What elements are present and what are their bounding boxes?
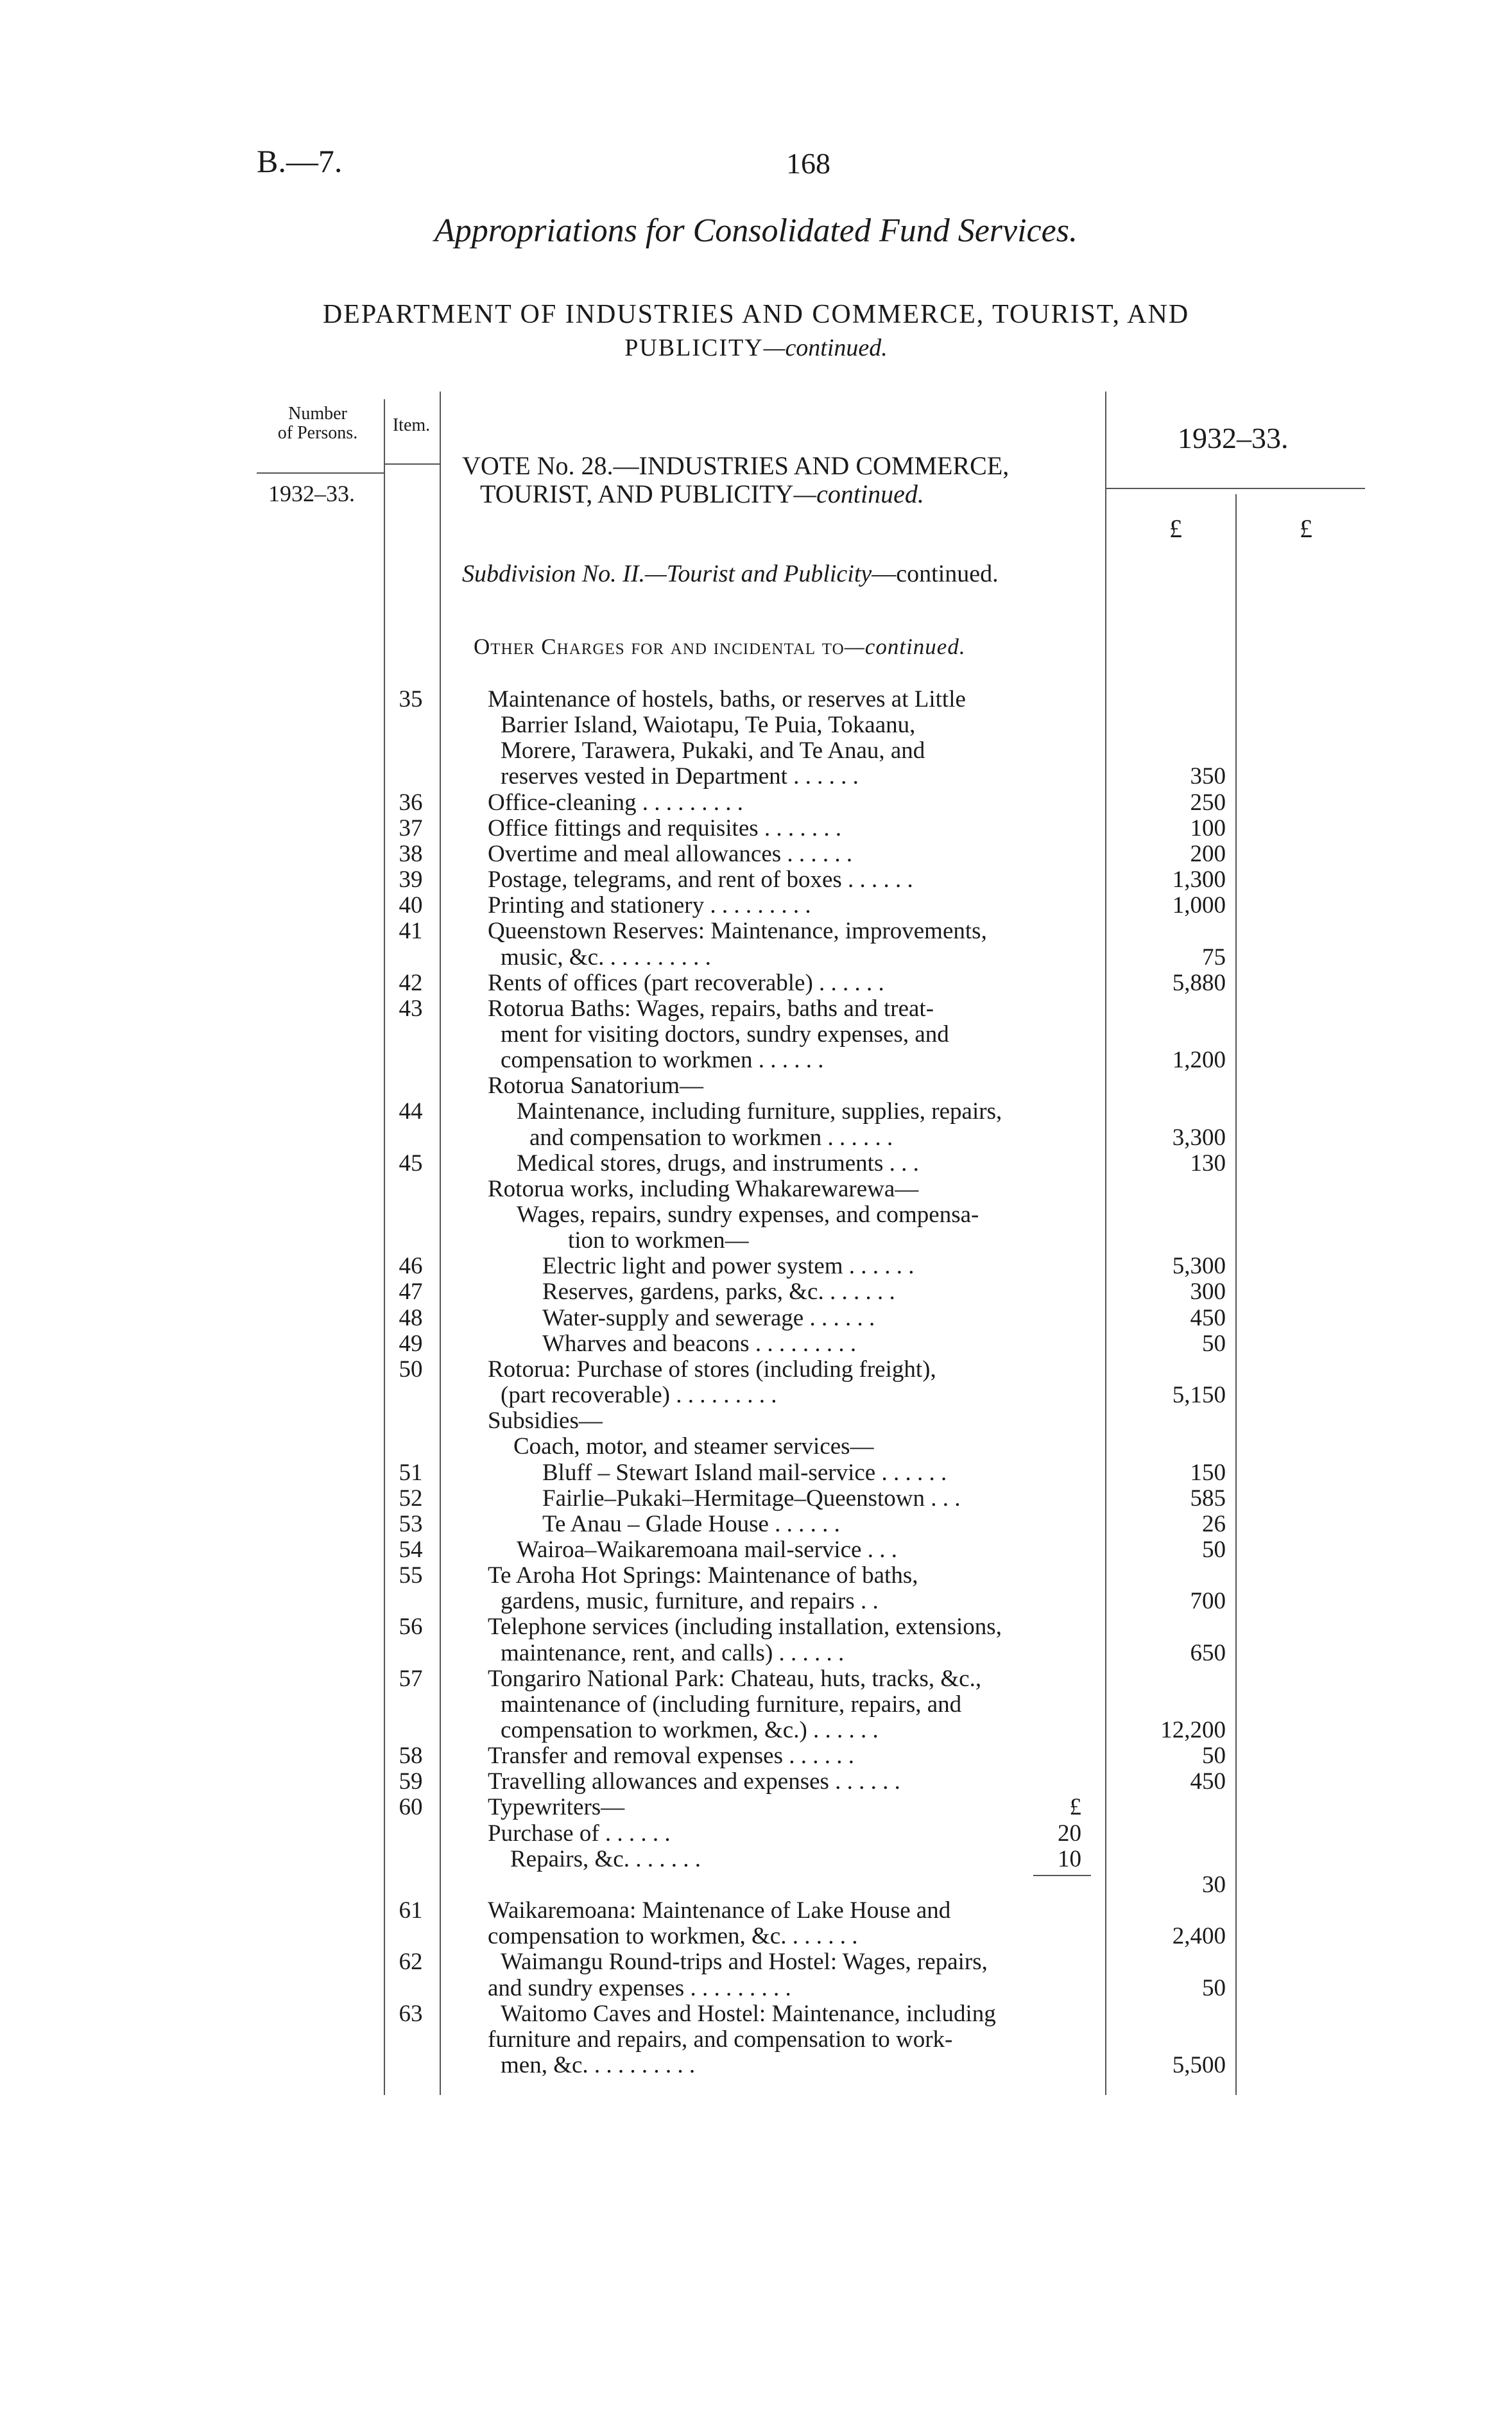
item-description: Transfer and removal expenses . . . . . . xyxy=(488,1743,854,1770)
table-row xyxy=(0,1357,1512,1383)
item-amount: 585 xyxy=(1190,1485,1226,1512)
item-description: Te Anau – Glade House . . . . . . xyxy=(542,1510,840,1537)
item-description: Waikaremoana: Maintenance of Lake House and xyxy=(488,1897,951,1924)
item-amount: 1,300 xyxy=(1172,867,1226,893)
item-description: Te Aroha Hot Springs: Maintenance of baths, xyxy=(488,1562,918,1589)
item-description: Morere, Tarawera, Pukaki, and Te Anau, and xyxy=(501,737,925,764)
other-charges-suffix: —continued. xyxy=(844,634,966,659)
table-row xyxy=(0,816,1512,841)
department-heading-suffix: —continued. xyxy=(763,334,888,361)
amount-year-header: 1932–33. xyxy=(1178,422,1289,454)
item-number: 61 xyxy=(399,1897,423,1924)
table-row xyxy=(0,1537,1512,1563)
item-number: 57 xyxy=(399,1665,423,1692)
table-row xyxy=(0,1279,1512,1305)
item-amount: 150 xyxy=(1190,1459,1226,1486)
item-description: Office fittings and requisites . . . . . . . xyxy=(488,815,842,841)
table-row xyxy=(0,1718,1512,1743)
item-number: 52 xyxy=(399,1485,423,1512)
item-description: Office-cleaning . . . . . . . . . xyxy=(488,789,743,816)
persons-column-header xyxy=(257,404,379,443)
page-title: Appropriations for Consolidated Fund Services. xyxy=(434,212,1078,249)
item-description: Waitomo Caves and Hostel: Maintenance, including xyxy=(501,2000,996,2027)
item-amount: 5,150 xyxy=(1172,1382,1226,1409)
item-amount: 200 xyxy=(1190,840,1226,867)
item-description: Telephone services (including installation, extensions, xyxy=(488,1614,1002,1641)
table-row xyxy=(0,1872,1512,1898)
table-row xyxy=(0,918,1512,944)
item-description: gardens, music, furniture, and repairs . . xyxy=(501,1588,879,1615)
item-amount: 5,880 xyxy=(1172,969,1226,996)
item-number: 46 xyxy=(399,1253,423,1280)
item-description: Rotorua works, including Whakarewarewa— xyxy=(488,1175,919,1202)
item-number: 53 xyxy=(399,1510,423,1537)
department-heading-main: PUBLICITY xyxy=(624,334,764,361)
persons-header-rule xyxy=(257,472,384,474)
persons-year-header: 1932–33. xyxy=(268,481,355,506)
item-description: and compensation to workmen . . . . . . xyxy=(529,1124,893,1151)
item-amount: 3,300 xyxy=(1172,1124,1226,1151)
item-number: 35 xyxy=(399,686,423,712)
item-description: Purchase of . . . . . . xyxy=(488,1820,671,1847)
item-description: Wairoa–Waikaremoana mail-service . . . xyxy=(517,1536,897,1563)
table-row xyxy=(0,1512,1512,1537)
item-number: 44 xyxy=(399,1098,423,1125)
page-number: 168 xyxy=(786,147,830,180)
persons-header-line1: Number xyxy=(288,404,347,424)
item-amount: 450 xyxy=(1190,1768,1226,1795)
table-row xyxy=(0,790,1512,816)
table-row xyxy=(0,1976,1512,2001)
table-row xyxy=(0,1202,1512,1228)
table-row xyxy=(0,1048,1512,1073)
item-number: 37 xyxy=(399,815,423,841)
item-description: compensation to workmen, &c. . . . . . . xyxy=(488,1923,858,1950)
item-number: 36 xyxy=(399,789,423,816)
table-row xyxy=(0,1408,1512,1434)
department-heading-line2 xyxy=(0,334,1512,362)
item-description: Maintenance, including furniture, supplies, repairs, xyxy=(517,1098,1002,1125)
department-heading-line1: DEPARTMENT OF INDUSTRIES AND COMMERCE, TOURIST, AND xyxy=(322,300,1190,329)
table-row xyxy=(0,2001,1512,2027)
item-amount: 700 xyxy=(1190,1588,1226,1615)
table-row xyxy=(0,1125,1512,1151)
item-description: Rotorua Sanatorium— xyxy=(488,1073,704,1100)
table-row xyxy=(0,1898,1512,1924)
item-number: 55 xyxy=(399,1562,423,1589)
other-charges-heading xyxy=(474,634,966,660)
item-header-rule xyxy=(384,463,440,465)
table-row xyxy=(0,1769,1512,1795)
amount-header-rule xyxy=(1105,488,1365,489)
item-description: Fairlie–Pukaki–Hermitage–Queenstown . . . xyxy=(542,1485,961,1512)
vote-heading-suffix: —continued. xyxy=(793,479,924,508)
item-description: Bluff – Stewart Island mail-service . . . . . . xyxy=(542,1459,947,1486)
table-row xyxy=(0,1641,1512,1666)
item-amount: 100 xyxy=(1190,815,1226,841)
item-description: music, &c. . . . . . . . . . xyxy=(501,944,711,970)
item-amount: 300 xyxy=(1190,1279,1226,1306)
item-amount: 250 xyxy=(1190,789,1226,816)
item-description: Waimangu Round-trips and Hostel: Wages, repairs, xyxy=(501,1949,988,1976)
item-amount: 30 xyxy=(1202,1871,1226,1898)
item-number: 49 xyxy=(399,1330,423,1357)
table-row xyxy=(0,1924,1512,1949)
item-description: Tongariro National Park: Chateau, huts, tracks, &c., xyxy=(488,1665,982,1692)
item-amount: 450 xyxy=(1190,1304,1226,1331)
subtotal-rule xyxy=(1033,1875,1091,1876)
other-charges-title: Other Charges for and incidental to xyxy=(474,634,845,659)
item-number: 47 xyxy=(399,1279,423,1306)
item-description: Repairs, &c. . . . . . . xyxy=(510,1845,701,1872)
item-description: Travelling allowances and expenses . . . . . . xyxy=(488,1768,900,1795)
table-row xyxy=(0,1073,1512,1099)
vote-heading xyxy=(462,452,1009,508)
table-row xyxy=(0,1692,1512,1718)
item-amount: 26 xyxy=(1202,1510,1226,1537)
item-amount: 2,400 xyxy=(1172,1923,1226,1950)
table-row xyxy=(0,1486,1512,1512)
vote-heading-line1: VOTE No. 28.—INDUSTRIES AND COMMERCE, xyxy=(462,451,1009,480)
table-row xyxy=(0,1383,1512,1408)
item-description: tion to workmen— xyxy=(568,1227,749,1254)
item-number: 41 xyxy=(399,918,423,945)
table-row xyxy=(0,738,1512,764)
item-amount: 50 xyxy=(1202,1330,1226,1357)
item-description: compensation to workmen . . . . . . xyxy=(501,1047,824,1074)
item-description: reserves vested in Department . . . . . . xyxy=(501,763,859,790)
item-description: Postage, telegrams, and rent of boxes . . . . . . xyxy=(488,867,913,893)
table-row xyxy=(0,2027,1512,2053)
item-description: Barrier Island, Waiotapu, Te Puia, Tokaanu, xyxy=(501,712,916,739)
vote-heading-line2 xyxy=(462,480,1009,508)
table-row xyxy=(0,1151,1512,1177)
sub-amount: 20 xyxy=(1058,1820,1081,1847)
table-row xyxy=(0,1228,1512,1254)
item-number: 54 xyxy=(399,1536,423,1563)
item-number: 48 xyxy=(399,1304,423,1331)
item-description: (part recoverable) . . . . . . . . . xyxy=(501,1382,777,1409)
item-number: 42 xyxy=(399,969,423,996)
document-reference: B.—7. xyxy=(257,143,343,179)
persons-header-line2: of Persons. xyxy=(277,423,358,443)
sub-amount: 10 xyxy=(1058,1845,1081,1872)
item-description: Wages, repairs, sundry expenses, and compensa- xyxy=(517,1202,979,1228)
subdivision-heading xyxy=(462,560,999,588)
item-description: Electric light and power system . . . . . . xyxy=(542,1253,915,1280)
item-description: Subsidies— xyxy=(488,1408,603,1435)
item-description: Rotorua Baths: Wages, repairs, baths and treat- xyxy=(488,995,934,1022)
table-row xyxy=(0,1795,1512,1820)
table-row xyxy=(0,1821,1512,1847)
item-amount: 1,000 xyxy=(1172,892,1226,919)
item-description: Wharves and beacons . . . . . . . . . xyxy=(542,1330,857,1357)
table-row xyxy=(0,1589,1512,1614)
item-description: ment for visiting doctors, sundry expenses, and xyxy=(501,1021,949,1048)
item-description: furniture and repairs, and compensation to work- xyxy=(488,2026,953,2053)
item-amount: 1,200 xyxy=(1172,1047,1226,1074)
item-description: Coach, motor, and steamer services— xyxy=(513,1433,874,1460)
item-amount: 75 xyxy=(1202,944,1226,970)
item-description: Printing and stationery . . . . . . . . . xyxy=(488,892,811,919)
item-column-header: Item. xyxy=(392,415,431,435)
table-row xyxy=(0,1177,1512,1202)
item-description: Reserves, gardens, parks, &c. . . . . . . xyxy=(542,1279,895,1306)
table-row xyxy=(0,712,1512,738)
item-description: Overtime and meal allowances . . . . . . xyxy=(488,840,853,867)
item-amount: 650 xyxy=(1190,1639,1226,1666)
item-amount: 50 xyxy=(1202,1743,1226,1770)
item-amount: 350 xyxy=(1190,763,1226,790)
table-row xyxy=(0,1563,1512,1589)
item-description: compensation to workmen, &c.) . . . . . . xyxy=(501,1717,879,1743)
item-description: Queenstown Reserves: Maintenance, improvements, xyxy=(488,918,987,945)
item-number: 62 xyxy=(399,1949,423,1976)
item-number: 63 xyxy=(399,2000,423,2027)
item-description: and sundry expenses . . . . . . . . . xyxy=(488,1974,791,2001)
pound-left-header: £ xyxy=(1169,514,1182,543)
item-description: Maintenance of hostels, baths, or reserves at Little xyxy=(488,686,966,712)
item-amount: 50 xyxy=(1202,1974,1226,2001)
item-description: Water-supply and sewerage . . . . . . xyxy=(542,1304,875,1331)
table-row xyxy=(0,1306,1512,1331)
pound-right-header: £ xyxy=(1300,514,1312,543)
vote-heading-main: TOURIST, AND PUBLICITY xyxy=(480,479,794,508)
table-row xyxy=(0,1949,1512,1975)
item-number: 39 xyxy=(399,867,423,893)
table-row xyxy=(0,1666,1512,1692)
table-row xyxy=(0,2053,1512,2078)
table-row xyxy=(0,1614,1512,1640)
item-number: 38 xyxy=(399,840,423,867)
table-row xyxy=(0,687,1512,712)
table-row xyxy=(0,867,1512,893)
table-row xyxy=(0,1847,1512,1872)
item-amount: 5,300 xyxy=(1172,1253,1226,1280)
item-number: 60 xyxy=(399,1794,423,1821)
item-amount: 130 xyxy=(1190,1150,1226,1177)
item-number: 43 xyxy=(399,995,423,1022)
table-row xyxy=(0,1099,1512,1125)
item-number: 51 xyxy=(399,1459,423,1486)
table-row xyxy=(0,970,1512,996)
table-row xyxy=(0,945,1512,970)
table-row xyxy=(0,841,1512,867)
item-number: 59 xyxy=(399,1768,423,1795)
table-row xyxy=(0,1331,1512,1357)
table-row xyxy=(0,893,1512,918)
item-amount: 5,500 xyxy=(1172,2051,1226,2078)
item-description: Typewriters— xyxy=(488,1794,625,1821)
table-row xyxy=(0,996,1512,1022)
item-amount: 12,200 xyxy=(1160,1717,1226,1743)
table-row xyxy=(0,764,1512,789)
table-row xyxy=(0,1254,1512,1279)
subdivision-title: Subdivision No. II.—Tourist and Publicity xyxy=(462,560,872,587)
item-number: 58 xyxy=(399,1743,423,1770)
item-description: men, &c. . . . . . . . . . xyxy=(501,2051,696,2078)
table-row xyxy=(0,1460,1512,1486)
item-amount: 50 xyxy=(1202,1536,1226,1563)
item-description: Medical stores, drugs, and instruments . . . xyxy=(517,1150,919,1177)
item-description: maintenance, rent, and calls) . . . . . . xyxy=(501,1639,845,1666)
item-description: Rents of offices (part recoverable) . . . . . . xyxy=(488,969,884,996)
item-number: 56 xyxy=(399,1614,423,1641)
table-row xyxy=(0,1743,1512,1769)
table-row xyxy=(0,1434,1512,1460)
table-row xyxy=(0,1022,1512,1048)
item-description: Rotorua: Purchase of stores (including freight), xyxy=(488,1356,936,1383)
item-number: 50 xyxy=(399,1356,423,1383)
sub-amount: £ xyxy=(1069,1794,1081,1821)
subdivision-suffix: —continued. xyxy=(872,560,999,587)
item-description: maintenance of (including furniture, repairs, and xyxy=(501,1691,962,1718)
item-number: 45 xyxy=(399,1150,423,1177)
item-number: 40 xyxy=(399,892,423,919)
